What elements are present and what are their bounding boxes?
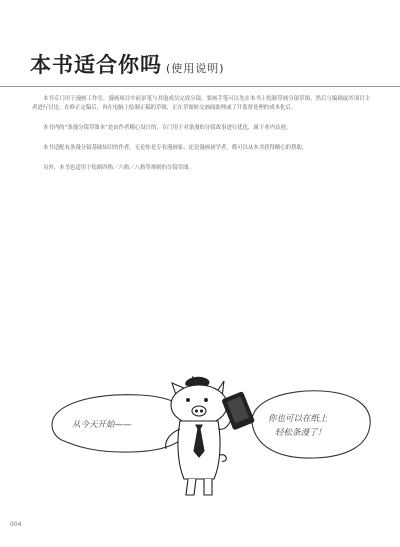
title-divider bbox=[0, 86, 400, 87]
left-bubble-text: 从今天开始—— bbox=[72, 420, 132, 430]
page-title bbox=[30, 49, 225, 79]
title-main: 本书适合你吗 bbox=[30, 53, 162, 77]
paragraph-2: 本书内的“条漫分镜草图本”是由作者精心设计的，专门用于对条漫的分镜故事进行优化，属于业内首创。 bbox=[43, 125, 292, 131]
right-bubble-text-1: 你也可以在纸上 bbox=[268, 414, 328, 424]
tablet-icon bbox=[222, 392, 254, 430]
body-text bbox=[32, 95, 370, 184]
paragraph-4: 另外，本书也适用于绘制四格／六格／八格等规则的分镜草图。 bbox=[43, 165, 194, 171]
pig-illustration bbox=[0, 355, 400, 525]
paragraph-3: 本书适配有条漫分镜基础知识的作者。无论你是专业漫画家、还是漫画初学者，都可以从本书获得精心的帮助。 bbox=[43, 145, 308, 151]
title-subtitle: (使用说明) bbox=[166, 62, 225, 75]
paragraph-1: 本书专门用于漫画工作室，漫画项目中前景笔与其他成员完成分镜，要画手笔可以先在本书上绘制草画分镜草图，然后与编剧或其项目主者进行讨论，在修正定稿后，再在电脑上绘制正稿的草图，正在草图转交画面助理或了开监督处理的成本化后。 bbox=[32, 96, 370, 111]
page-number: 004 bbox=[10, 521, 22, 528]
right-speech-bubble bbox=[252, 391, 370, 458]
right-bubble-text-2: 轻松条漫了！ bbox=[275, 428, 327, 438]
pig-character bbox=[166, 376, 255, 495]
